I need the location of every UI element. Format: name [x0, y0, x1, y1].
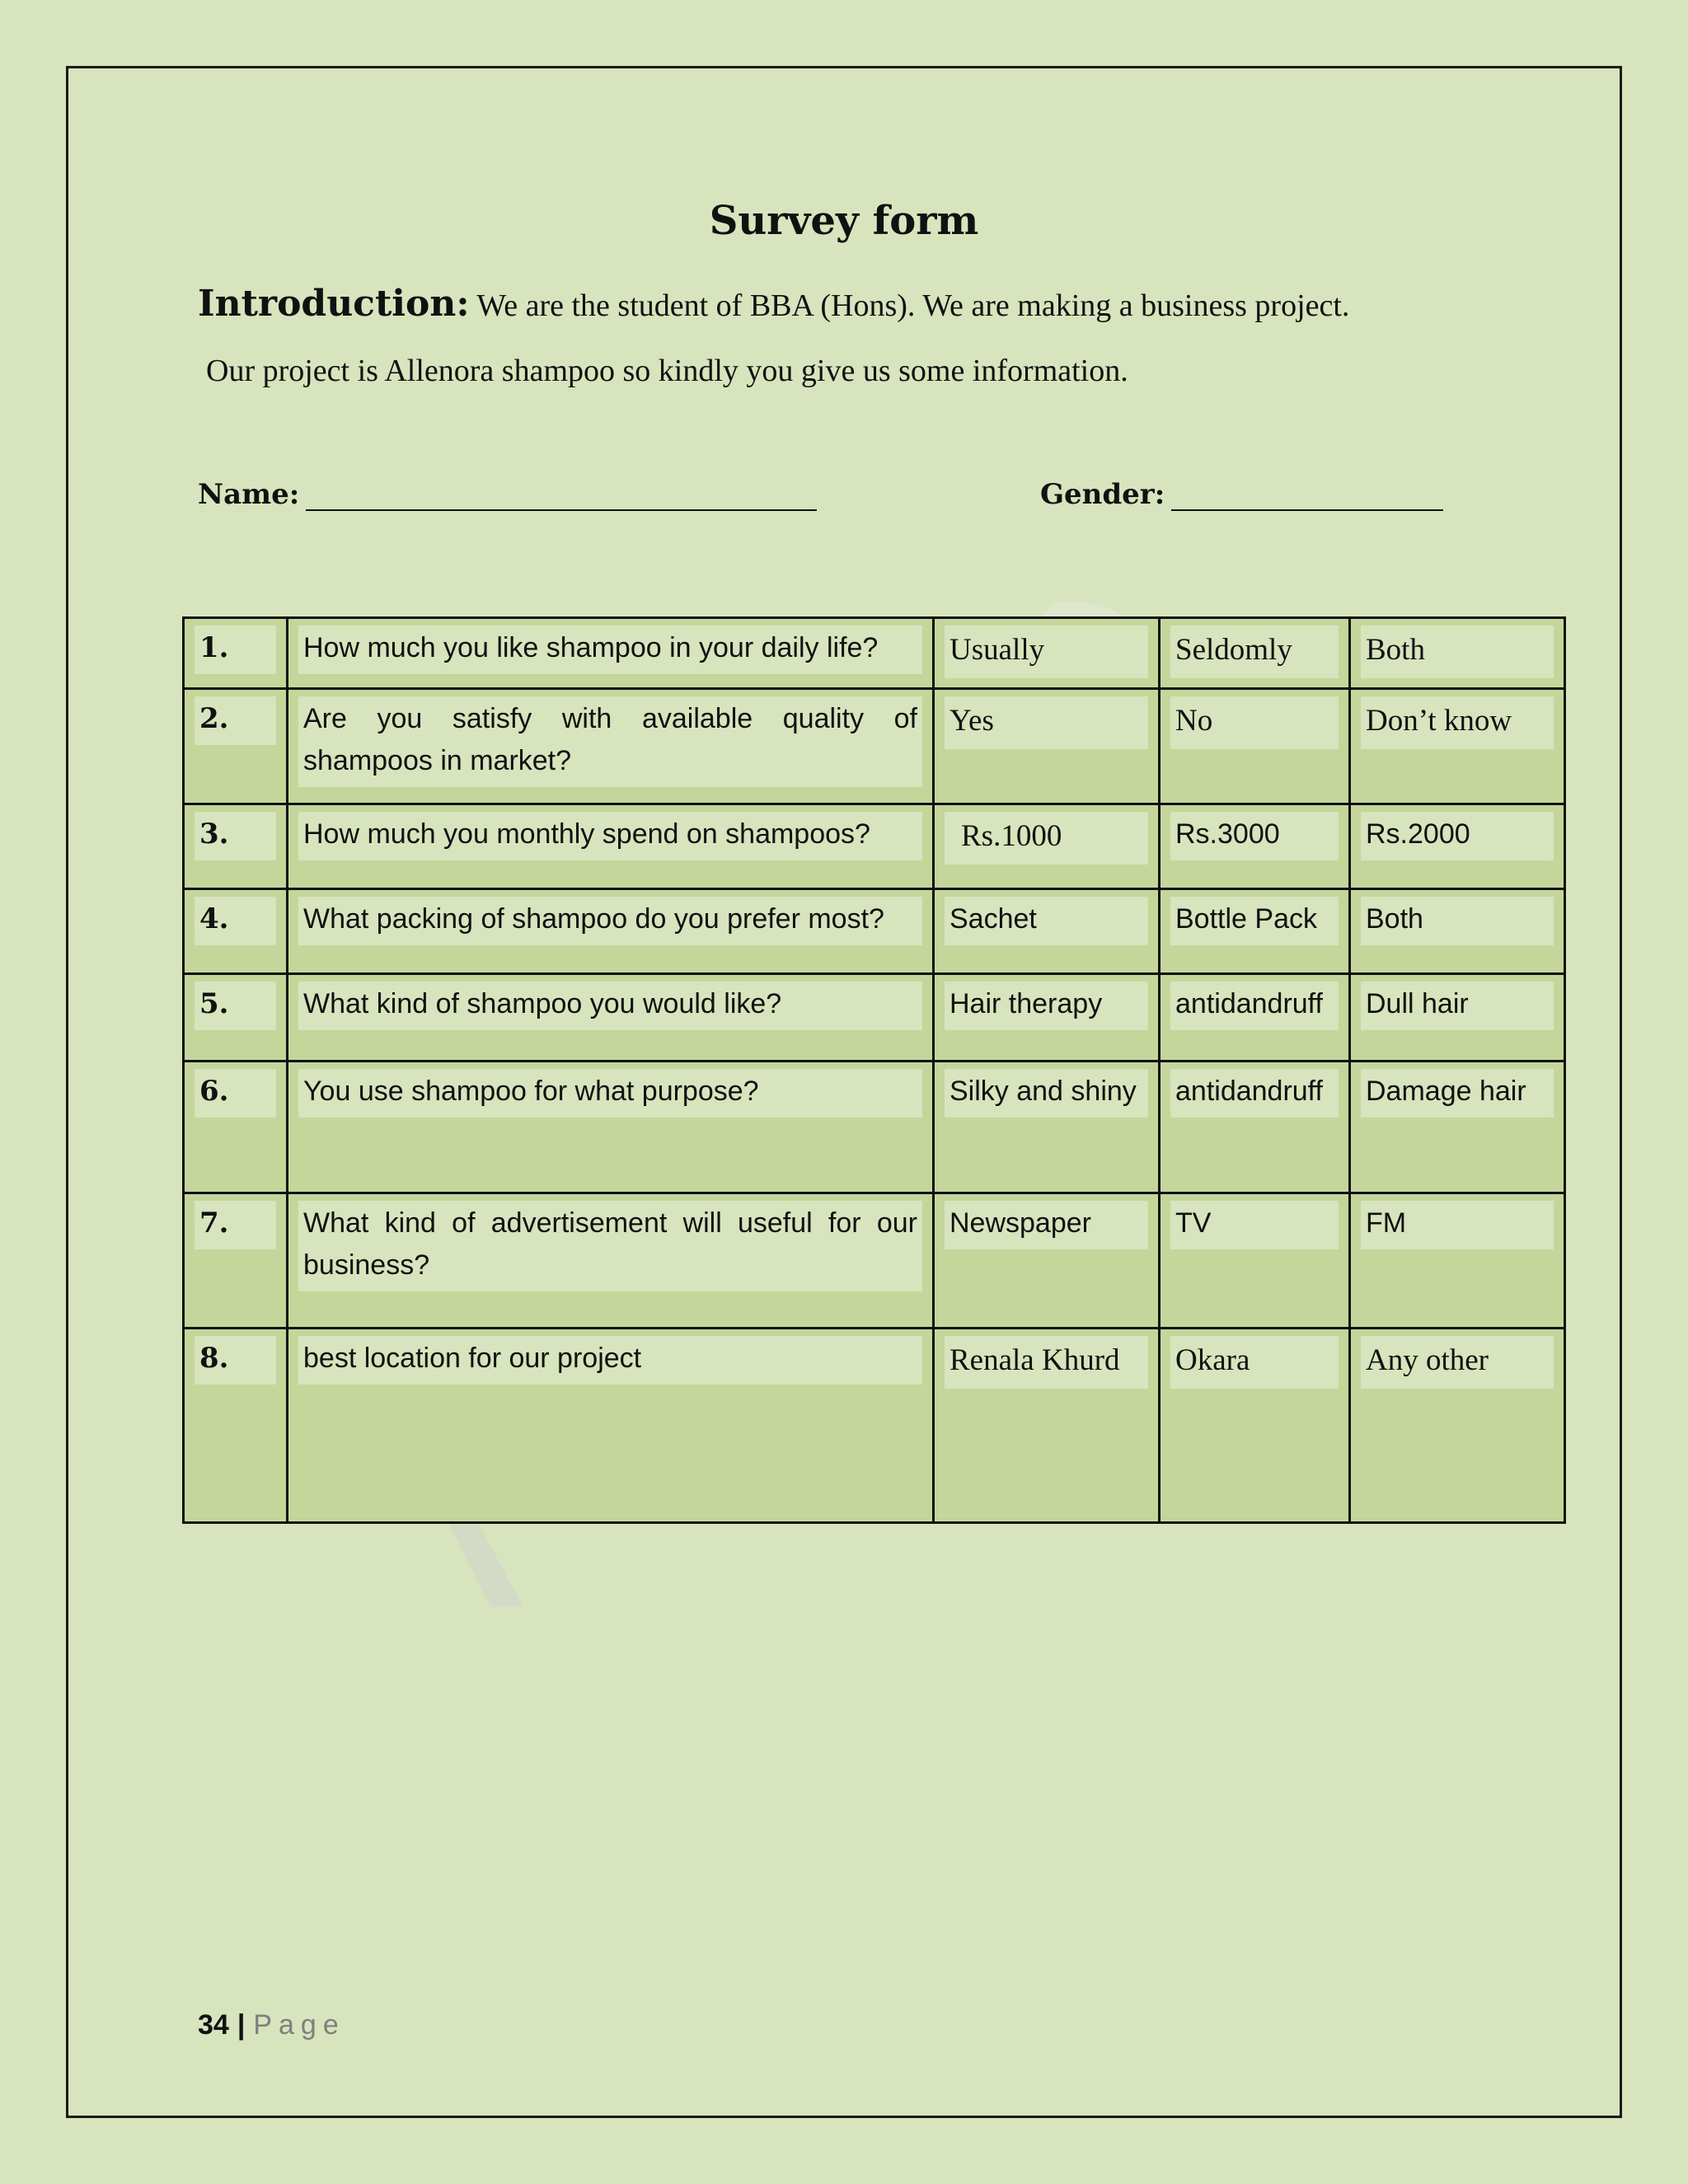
question-cell: You use shampoo for what purpose?	[288, 1062, 934, 1193]
option-cell[interactable]: Dull hair	[1350, 974, 1565, 1062]
introduction-text-line1: We are the student of BBA (Hons). We are making a business project.	[469, 288, 1350, 323]
table-row	[184, 889, 1565, 974]
option-cell[interactable]: Both	[1350, 889, 1565, 974]
page-number: 34	[198, 2009, 229, 2041]
option-cell[interactable]: Okara	[1160, 1329, 1350, 1523]
question-number-cell: 5.	[184, 974, 288, 1062]
page-footer	[198, 2009, 345, 2041]
option-cell[interactable]: FM	[1350, 1193, 1565, 1329]
question-cell: best location for our project	[288, 1329, 934, 1523]
footer-separator: |	[237, 2009, 246, 2041]
name-field[interactable]	[198, 478, 817, 511]
question-number-cell: 7.	[184, 1193, 288, 1329]
table-row	[184, 618, 1565, 689]
gender-field[interactable]	[1040, 478, 1443, 511]
introduction	[198, 280, 1349, 327]
question-number-cell: 8.	[184, 1329, 288, 1523]
question-cell: How much you monthly spend on shampoos?	[288, 804, 934, 889]
table-row	[184, 1062, 1565, 1193]
name-blank-line[interactable]	[306, 481, 817, 511]
option-cell[interactable]: Usually	[934, 618, 1160, 689]
option-cell[interactable]: Sachet	[934, 889, 1160, 974]
question-cell: What kind of advertisement will useful for our business?	[288, 1193, 934, 1329]
gender-label: Gender:	[1040, 478, 1165, 511]
name-label: Name:	[198, 478, 300, 511]
option-cell[interactable]: antidandruff	[1160, 974, 1350, 1062]
question-number-cell: 1.	[184, 618, 288, 689]
option-cell[interactable]: Seldomly	[1160, 618, 1350, 689]
gender-blank-line[interactable]	[1171, 481, 1443, 511]
option-cell[interactable]: Rs.2000	[1350, 804, 1565, 889]
question-number-cell: 6.	[184, 1062, 288, 1193]
option-cell[interactable]: TV	[1160, 1193, 1350, 1329]
option-cell[interactable]: Yes	[934, 689, 1160, 804]
table-row	[184, 804, 1565, 889]
option-cell[interactable]: antidandruff	[1160, 1062, 1350, 1193]
page-title: Survey form	[709, 198, 979, 244]
option-cell[interactable]: Don’t know	[1350, 689, 1565, 804]
option-cell[interactable]: Rs.1000	[934, 804, 1160, 889]
question-cell: How much you like shampoo in your daily life?	[288, 618, 934, 689]
option-cell[interactable]: Rs.3000	[1160, 804, 1350, 889]
option-cell[interactable]: Silky and shiny	[934, 1062, 1160, 1193]
introduction-heading: Introduction:	[198, 283, 470, 325]
question-number-cell: 4.	[184, 889, 288, 974]
option-cell[interactable]: Renala Khurd	[934, 1329, 1160, 1523]
table-row	[184, 1329, 1565, 1523]
table-row	[184, 689, 1565, 804]
introduction-text-line2: Our project is Allenora shampoo so kindly you give us some information.	[206, 354, 1128, 388]
question-number-cell: 3.	[184, 804, 288, 889]
option-cell[interactable]: No	[1160, 689, 1350, 804]
survey-table	[182, 616, 1566, 1524]
option-cell[interactable]: Damage hair	[1350, 1062, 1565, 1193]
question-cell: What kind of shampoo you would like?	[288, 974, 934, 1062]
option-cell[interactable]: Any other	[1350, 1329, 1565, 1523]
option-cell[interactable]: Both	[1350, 618, 1565, 689]
question-cell: What packing of shampoo do you prefer most?	[288, 889, 934, 974]
table-row	[184, 1193, 1565, 1329]
question-number-cell: 2.	[184, 689, 288, 804]
option-cell[interactable]: Bottle Pack	[1160, 889, 1350, 974]
page-label: Page	[253, 2009, 345, 2041]
option-cell[interactable]: Hair therapy	[934, 974, 1160, 1062]
question-cell: Are you satisfy with available quality of shampoos in market?	[288, 689, 934, 804]
table-row	[184, 974, 1565, 1062]
option-cell[interactable]: Newspaper	[934, 1193, 1160, 1329]
